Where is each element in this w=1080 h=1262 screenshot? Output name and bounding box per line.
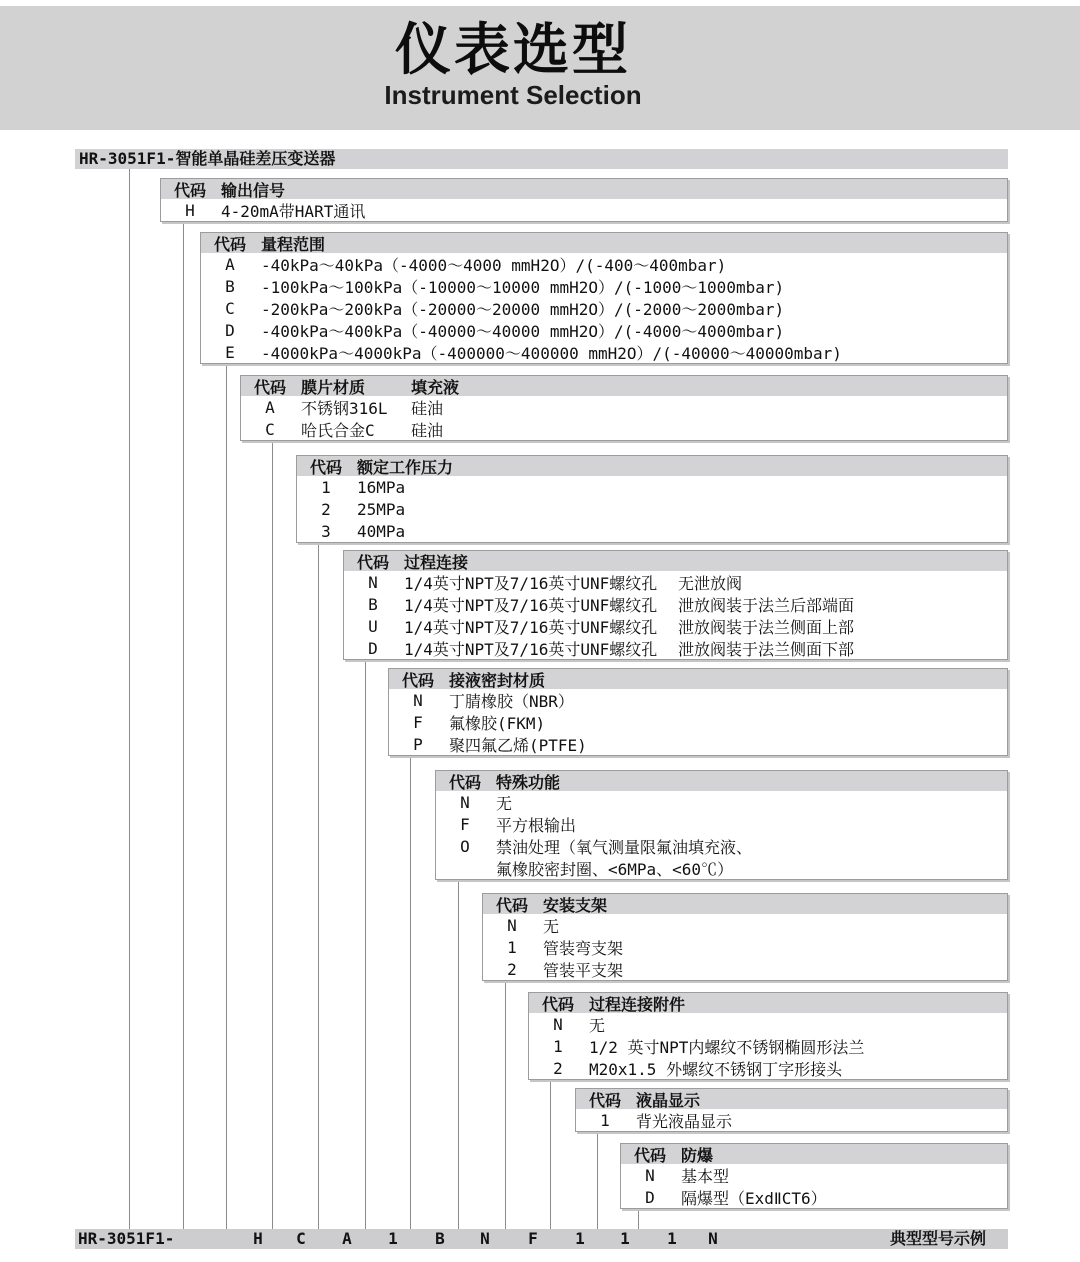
section-explosion-proof [620,1143,1008,1209]
option-row-continuation [436,857,1007,879]
section-header [344,551,1007,571]
connector-line [550,1078,551,1229]
section-header [483,894,1007,914]
option-code: N [413,690,423,710]
section-title: 液晶显示 [636,1090,701,1110]
model-code: A [342,1229,352,1248]
option-desc: 1/4英寸NPT及7/16英寸UNF螺纹孔 [404,639,658,659]
model-prefix: HR-3051F1- [78,1229,175,1248]
section-header [576,1089,1007,1109]
connector-line [226,362,227,1229]
option-code: D [225,320,235,340]
option-desc: 无 [543,916,560,936]
code-label: 代码 [253,377,286,397]
section-title: 防爆 [681,1145,714,1165]
option-code: 2 [321,499,331,519]
option-desc: 1/2 英寸NPT内螺纹不锈钢椭圆形法兰 [589,1037,865,1057]
option-row [436,813,1007,835]
option-code: B [368,594,378,614]
option-desc: 无 [496,793,513,813]
option-code: B [225,276,235,296]
connector-line [129,169,130,1229]
option-desc: 4-20mA带HART通讯 [221,201,366,221]
option-extra: 泄放阀装于法兰后部端面 [678,595,855,615]
section-header [436,771,1007,791]
option-code: F [413,712,423,732]
option-desc: 氟橡胶密封圈、<6MPa、<60℃） [496,859,734,879]
section-seal-material [388,668,1008,756]
section-process-connection [343,550,1008,660]
option-row [483,936,1007,958]
connector-line [318,541,319,1229]
option-code: D [645,1187,655,1207]
option-desc: 1/4英寸NPT及7/16英寸UNF螺纹孔 [404,595,658,615]
model-code: 1 [620,1229,630,1248]
page-title: 仪表选型 [395,18,631,81]
section-lcd-display [575,1088,1008,1132]
option-row [344,593,1007,615]
section-extra-title: 填充液 [411,377,460,397]
section-title: 额定工作压力 [357,457,454,477]
option-code: 1 [507,937,517,957]
connector-line [365,658,366,1229]
option-row [344,637,1007,659]
option-desc: 管装弯支架 [543,938,624,958]
option-row [576,1109,1007,1131]
section-range [200,232,1008,364]
model-code: C [296,1229,306,1248]
section-title: 过程连接附件 [589,994,686,1014]
option-desc: -100kPa～100kPa（-10000～10000 mmH2O）/(-1000～1000mbar) [261,277,785,297]
option-row [201,297,1007,319]
option-row [529,1035,1007,1057]
option-desc: 1/4英寸NPT及7/16英寸UNF螺纹孔 [404,573,658,593]
model-code: N [480,1229,490,1248]
section-title: 膜片材质 [301,377,366,397]
option-row [201,341,1007,363]
option-code: E [225,342,235,362]
connector-line [458,878,459,1229]
option-code: H [185,200,195,220]
connector-line [505,979,506,1229]
option-extra: 无泄放阀 [678,573,743,593]
option-row [297,520,1007,542]
option-code: C [225,298,235,318]
page-banner [0,6,1080,130]
option-desc: 哈氏合金C [301,420,375,440]
code-label: 代码 [495,895,528,915]
section-title: 输出信号 [221,180,286,200]
option-row [201,253,1007,275]
option-desc: 基本型 [681,1166,730,1186]
option-desc: 40MPa [357,521,406,541]
option-row [483,914,1007,936]
option-desc: -4000kPa～4000kPa（-400000～400000 mmH2O）/(-40000～40000mbar) [261,343,842,363]
connector-line [410,754,411,1229]
section-connection-accessory [528,992,1008,1080]
option-desc: -200kPa～200kPa（-20000～20000 mmH2O）/(-2000～2000mbar) [261,299,785,319]
option-row [389,711,1007,733]
option-desc: 1/4英寸NPT及7/16英寸UNF螺纹孔 [404,617,658,637]
option-extra: 泄放阀装于法兰侧面上部 [678,617,855,637]
option-desc: 16MPa [357,477,406,497]
option-code: O [460,836,470,856]
option-code: U [368,616,378,636]
code-label: 代码 [541,994,574,1014]
section-header [389,669,1007,689]
code-label: 代码 [448,772,481,792]
section-title: 过程连接 [404,552,469,572]
option-desc: 25MPa [357,499,406,519]
option-code: 1 [553,1036,563,1056]
option-code: F [460,814,470,834]
option-row [389,689,1007,711]
code-label: 代码 [401,670,434,690]
model-code: H [253,1229,263,1248]
section-header [297,456,1007,476]
code-label: 代码 [173,180,206,200]
option-code: N [553,1014,563,1034]
section-output-signal [160,178,1008,222]
connector-line [597,1130,598,1229]
code-label: 代码 [213,234,246,254]
option-desc: 平方根输出 [496,815,577,835]
option-code: N [645,1165,655,1185]
section-header [529,993,1007,1013]
option-code: C [265,419,275,439]
option-row [344,571,1007,593]
option-extra: 泄放阀装于法兰侧面下部 [678,639,855,659]
option-code: N [368,572,378,592]
section-rated-pressure [296,455,1008,543]
option-code: P [413,734,423,754]
option-row [344,615,1007,637]
option-desc: 丁腈橡胶（NBR） [449,691,574,711]
option-desc: 管装平支架 [543,960,624,980]
option-desc: 无 [589,1015,606,1035]
section-special-function [435,770,1008,880]
model-code: B [435,1229,445,1248]
option-code: 2 [507,959,517,979]
option-row [436,791,1007,813]
option-row [161,199,1007,221]
option-row [241,418,1007,440]
model-code: 1 [575,1229,585,1248]
connector-line [272,439,273,1229]
option-desc: -400kPa～400kPa（-40000～40000 mmH2O）/(-4000～4000mbar) [261,321,785,341]
option-row [621,1186,1007,1208]
section-mounting-bracket [482,893,1008,981]
section-header [161,179,1007,199]
option-code: A [265,397,275,417]
model-example-label: 典型型号示例 [889,1229,986,1248]
option-extra: 硅油 [411,420,444,440]
option-desc: 不锈钢316L [301,398,388,418]
section-title: 接液密封材质 [449,670,546,690]
section-title: 量程范围 [261,234,326,254]
option-row [201,275,1007,297]
option-row [297,476,1007,498]
option-row [483,958,1007,980]
option-code: D [368,638,378,658]
code-label: 代码 [356,552,389,572]
section-diaphragm-material [240,375,1008,441]
option-code: N [507,915,517,935]
section-title: 安装支架 [543,895,608,915]
option-row [297,498,1007,520]
option-code: 1 [321,477,331,497]
product-title-bar: HR-3051F1-智能单晶硅差压变送器 [75,149,1008,169]
option-row [436,835,1007,857]
option-desc: -40kPa～40kPa（-4000～4000 mmH2O）/(-400～400mbar) [261,255,727,275]
option-desc: 背光液晶显示 [636,1111,733,1131]
code-label: 代码 [588,1090,621,1110]
option-extra: 硅油 [411,398,444,418]
option-row [529,1013,1007,1035]
option-code: 3 [321,521,331,541]
connector-line [638,1207,639,1229]
section-title: 特殊功能 [496,772,561,792]
section-header [201,233,1007,253]
option-code: N [460,792,470,812]
option-desc: 氟橡胶(FKM) [449,713,546,733]
option-row [621,1164,1007,1186]
model-code: N [708,1229,718,1248]
option-desc: 禁油处理（氧气测量限氟油填充液、 [496,837,753,857]
model-code: 1 [667,1229,677,1248]
section-header [241,376,1007,396]
option-code: 1 [600,1110,610,1130]
option-code: 2 [553,1058,563,1078]
option-row [389,733,1007,755]
option-row [201,319,1007,341]
option-desc: 隔爆型（ExdⅡCT6） [681,1188,827,1208]
model-example-bar [75,1229,1008,1249]
option-code: A [225,254,235,274]
code-label: 代码 [633,1145,666,1165]
option-desc: 聚四氟乙烯(PTFE) [449,735,587,755]
model-code: F [528,1229,538,1248]
page-subtitle: Instrument Selection [384,80,642,110]
model-code: 1 [388,1229,398,1248]
option-row [241,396,1007,418]
code-label: 代码 [309,457,342,477]
option-desc: M20x1.5 外螺纹不锈钢丁字形接头 [589,1059,843,1079]
section-header [621,1144,1007,1164]
option-row [529,1057,1007,1079]
connector-line [183,220,184,1229]
